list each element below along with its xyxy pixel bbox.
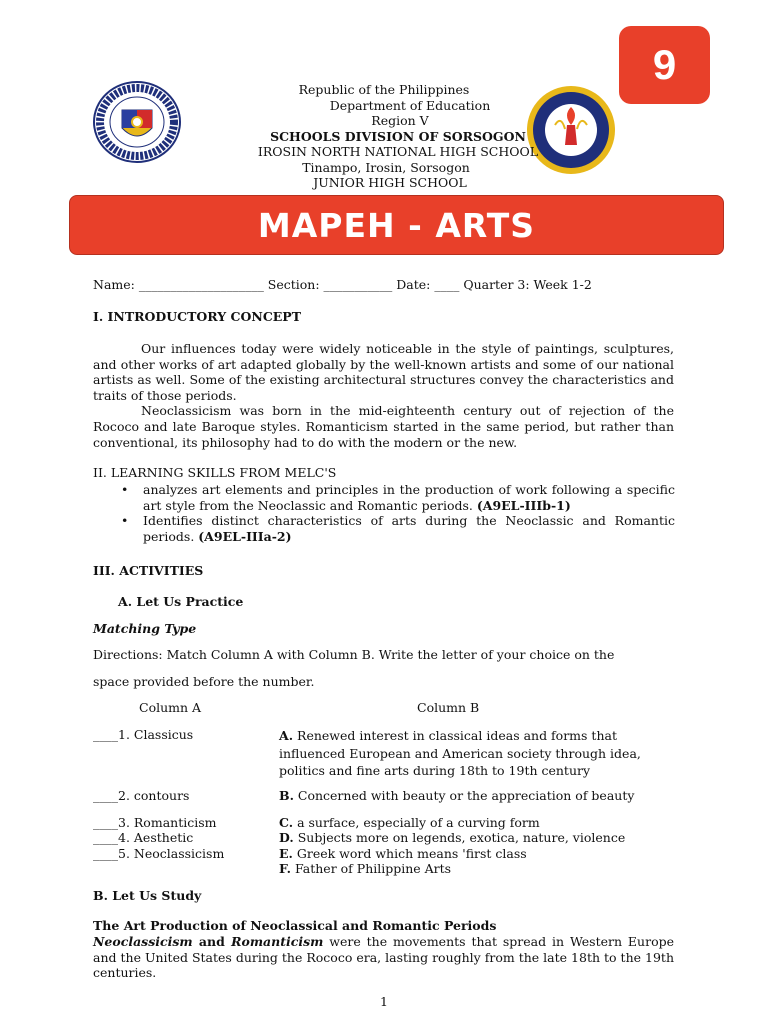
let-us-study-heading: B. Let Us Study xyxy=(93,888,202,903)
student-info-line: Name: ____________________ Section: ___________ Date: ____ Quarter 3: Week 1-2 xyxy=(93,277,592,292)
study-term-neoclassicism: Neoclassicism xyxy=(93,934,193,949)
grade-badge: 9 xyxy=(619,26,710,104)
column-a-item-2: ____2. contours xyxy=(93,788,190,803)
melc-list xyxy=(115,482,675,544)
melc-code-1: (A9EL-IIIb-1) xyxy=(476,497,571,513)
study-title: The Art Production of Neoclassical and Romantic Periods xyxy=(93,918,497,933)
intro-concept-body xyxy=(93,341,674,450)
header-division: SCHOOLS DIVISION OF SORSOGON xyxy=(270,129,526,144)
let-us-practice-heading: A. Let Us Practice xyxy=(118,594,244,609)
header-school: IROSIN NORTH NATIONAL HIGH SCHOOL xyxy=(257,144,539,159)
melc-item-2: • Identifies distinct characteristics of arts during the Neoclassic and Romantic periods. (A9EL-IIIa-2) xyxy=(115,513,675,544)
column-b-item-d: D. Subjects more on legends, exotica, nature, violence xyxy=(279,830,626,845)
header-department: Department of Education xyxy=(329,98,491,113)
column-b-item-c: C. a surface, especially of a curving form xyxy=(279,815,540,830)
column-b-header: Column B xyxy=(417,700,480,715)
column-b-item-b: B. Concerned with beauty or the appreciation of beauty xyxy=(279,788,635,803)
header-address: Tinampo, Irosin, Sorsogon xyxy=(302,160,470,175)
directions-line-2: space provided before the number. xyxy=(93,674,315,689)
directions-line-1: Directions: Match Column A with Column B. Write the letter of your choice on the xyxy=(93,647,615,662)
column-a-item-4: ____4. Aesthetic xyxy=(93,830,194,845)
column-b-item-f: F. Father of Philippine Arts xyxy=(279,861,452,876)
melc-code-2: (A9EL-IIIa-2) xyxy=(198,528,292,544)
column-a-item-3: ____3. Romanticism xyxy=(93,815,217,830)
section-3-heading: III. ACTIVITIES xyxy=(93,563,204,578)
column-a-item-1: ____1. Classicus xyxy=(93,727,194,742)
intro-paragraph-2: Neoclassicism was born in the mid-eighteenth century out of rejection of the Rococo and late Baroque styles. Romanticism started in the same period, but rather than conventional, its philosophy had to do with the modern or the new. xyxy=(93,403,674,450)
header-republic: Republic of the Philippines xyxy=(298,82,470,97)
column-b-item-e: E. Greek word which means 'first class xyxy=(279,846,527,861)
column-a-item-5: ____5. Neoclassicism xyxy=(93,846,225,861)
header-region: Region V xyxy=(371,113,429,128)
section-1-heading: I. INTRODUCTORY CONCEPT xyxy=(93,309,302,324)
subject-banner: MAPEH - ARTS xyxy=(69,195,724,255)
matching-type-title: Matching Type xyxy=(93,621,197,636)
melc-item-1: • analyzes art elements and principles in the production of work following a specific art style from the Neoclassic and Romantic periods. (A9EL-IIIb-1) xyxy=(115,482,675,513)
section-2-heading: II. LEARNING SKILLS FROM MELC'S xyxy=(93,465,337,480)
study-term-romanticism: Romanticism xyxy=(231,934,324,949)
study-paragraph: Neoclassicism and Romanticism were the movements that spread in Western Europe and the United States during the Rococo era, lasting roughly from the late 18th to the 19th centuries. xyxy=(93,934,674,981)
intro-paragraph-1: Our influences today were widely noticeable in the style of paintings, sculptures, and other works of art adapted globally by the well-known artists and some of our national artists as well. Some of the existing architectural structures convey the characteristics and traits of those periods. xyxy=(93,341,674,403)
header-level: JUNIOR HIGH SCHOOL xyxy=(313,175,467,190)
page-number: 1 xyxy=(380,994,388,1009)
column-b-item-a: A. Renewed interest in classical ideas and forms that influenced European and American society through idea, politics and fine arts during 18th to 19th century xyxy=(279,728,641,778)
column-a-header: Column A xyxy=(139,700,202,715)
